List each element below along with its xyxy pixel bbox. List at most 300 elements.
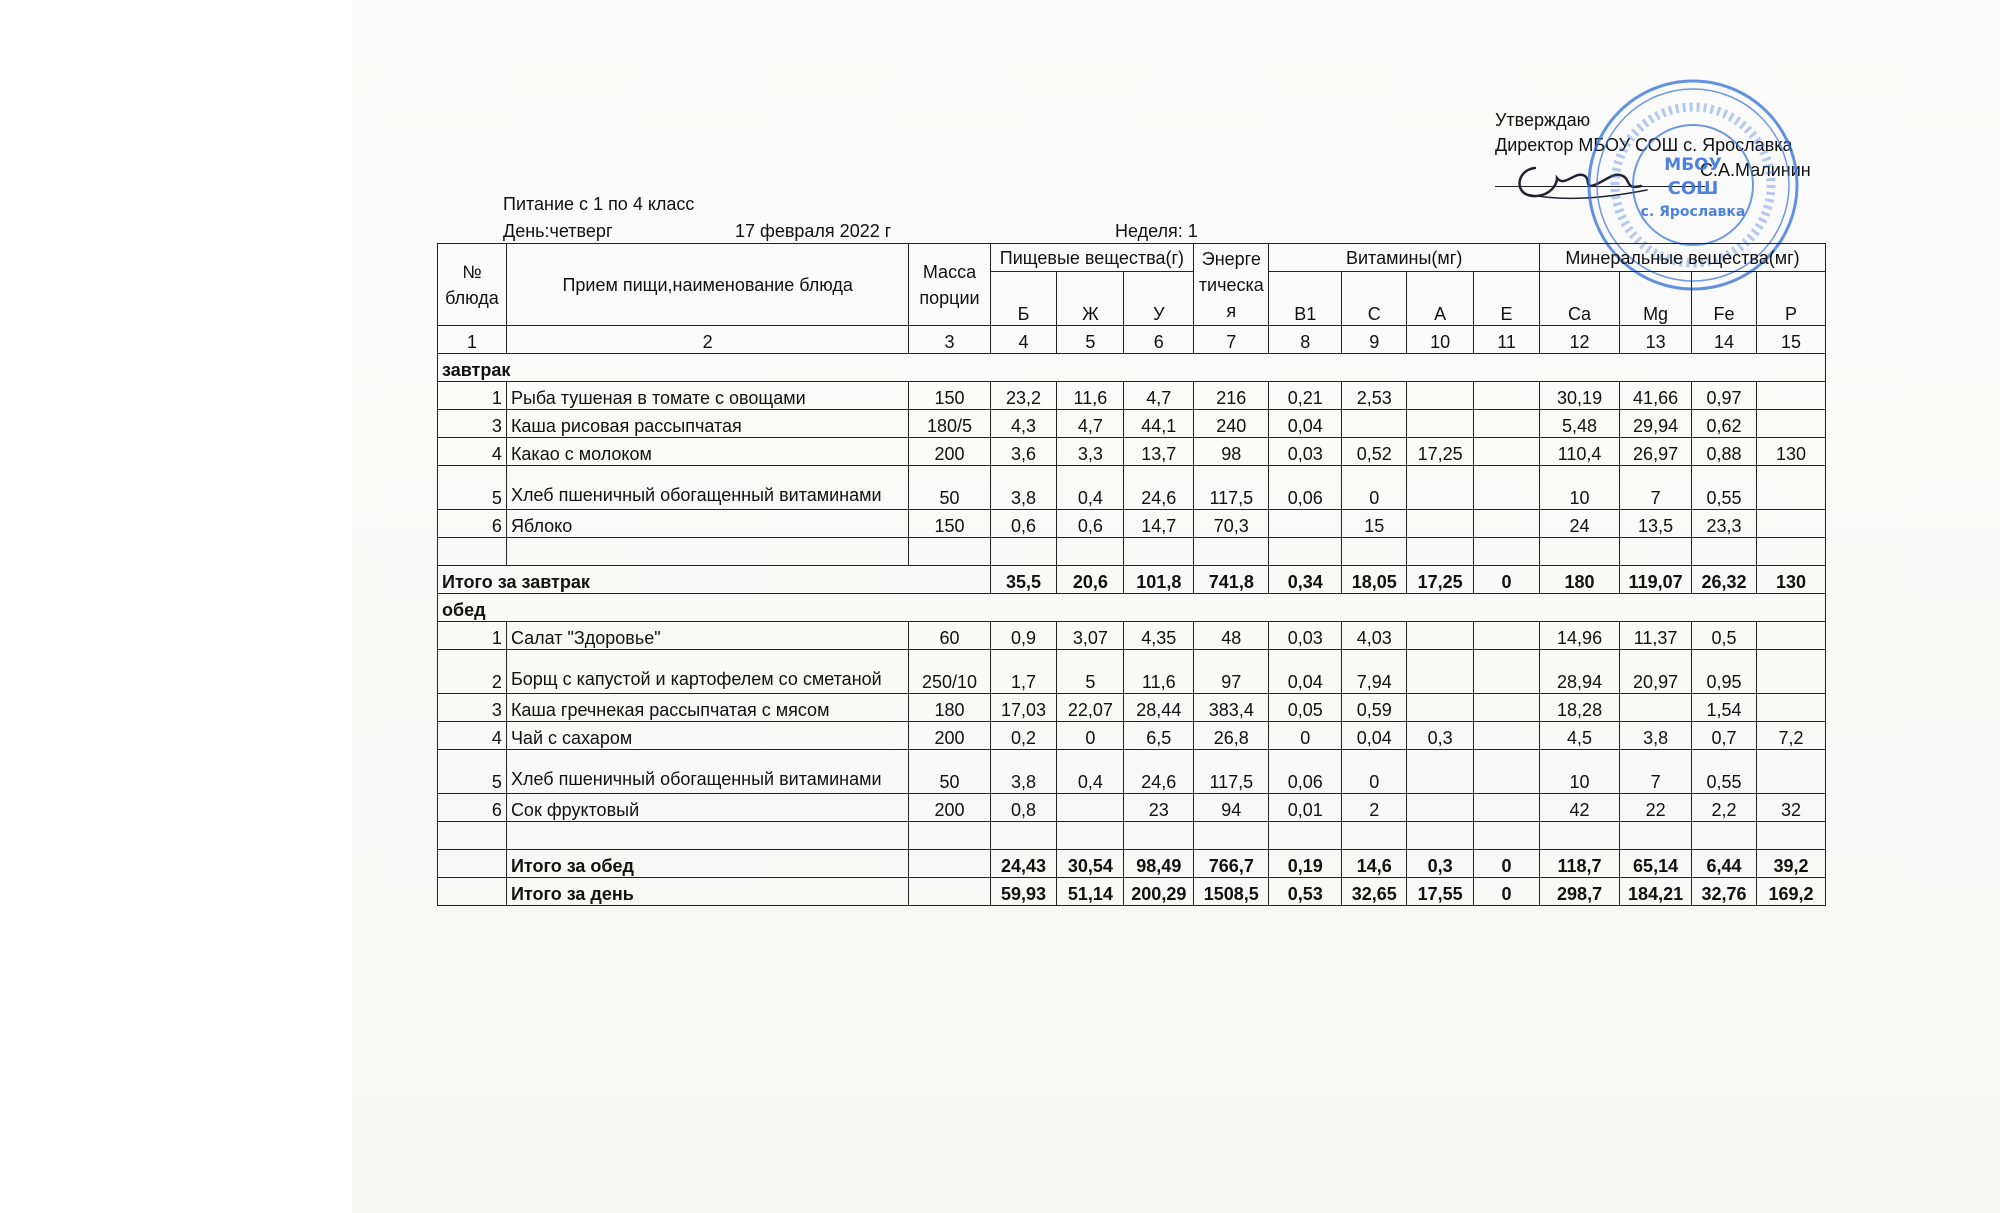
subheader-cell: P bbox=[1756, 272, 1825, 326]
value-cell: 0,9 bbox=[990, 622, 1057, 650]
value-cell: 70,3 bbox=[1194, 510, 1269, 538]
dish-number-cell: 4 bbox=[438, 438, 507, 466]
portion-mass-cell: 50 bbox=[909, 750, 990, 794]
dish-number-cell: 2 bbox=[438, 650, 507, 694]
total-row bbox=[438, 850, 1826, 878]
portion-mass-cell: 200 bbox=[909, 722, 990, 750]
value-cell: 0,55 bbox=[1692, 750, 1757, 794]
value-cell: 2,2 bbox=[1692, 794, 1757, 822]
table-row bbox=[438, 438, 1826, 466]
dish-name-cell: Борщ с капустой и картофелем со сметаной bbox=[506, 650, 908, 694]
value-cell: 24,6 bbox=[1124, 466, 1194, 510]
empty-cell bbox=[909, 538, 990, 566]
dish-number-cell: 6 bbox=[438, 794, 507, 822]
subheader-cell: C bbox=[1342, 272, 1407, 326]
total-row bbox=[438, 878, 1826, 906]
value-cell bbox=[1407, 466, 1474, 510]
total-value-cell: 298,7 bbox=[1540, 878, 1620, 906]
value-cell: 0,88 bbox=[1692, 438, 1757, 466]
value-cell: 26,97 bbox=[1620, 438, 1692, 466]
value-cell bbox=[1407, 694, 1474, 722]
value-cell: 44,1 bbox=[1124, 410, 1194, 438]
empty-cell bbox=[1407, 822, 1474, 850]
value-cell: 4,5 bbox=[1540, 722, 1620, 750]
column-number-cell: 2 bbox=[506, 326, 908, 354]
value-cell bbox=[1474, 438, 1540, 466]
value-cell: 216 bbox=[1194, 382, 1269, 410]
total-value-cell: 119,07 bbox=[1620, 566, 1692, 594]
empty-cell bbox=[990, 822, 1057, 850]
subheader-cell: Б bbox=[990, 272, 1057, 326]
empty-cell bbox=[438, 850, 507, 878]
value-cell: 48 bbox=[1194, 622, 1269, 650]
empty-cell bbox=[909, 850, 990, 878]
value-cell: 0,95 bbox=[1692, 650, 1757, 694]
header-minerals: Минеральные вещества(мг) bbox=[1540, 244, 1826, 272]
value-cell bbox=[1756, 694, 1825, 722]
approval-line-1: Утверждаю bbox=[1495, 110, 1591, 130]
total-value-cell: 766,7 bbox=[1194, 850, 1269, 878]
empty-cell bbox=[1124, 822, 1194, 850]
value-cell: 18,28 bbox=[1540, 694, 1620, 722]
empty-cell bbox=[909, 822, 990, 850]
date-label: 17 февраля 2022 г bbox=[735, 221, 892, 241]
table-row bbox=[438, 410, 1826, 438]
dish-name-cell: Каша гречнекая рассыпчатая с мясом bbox=[506, 694, 908, 722]
table-row bbox=[438, 382, 1826, 410]
value-cell bbox=[1474, 382, 1540, 410]
portion-mass-cell: 200 bbox=[909, 794, 990, 822]
total-value-cell: 24,43 bbox=[990, 850, 1057, 878]
value-cell: 3,8 bbox=[990, 750, 1057, 794]
dish-number-cell: 5 bbox=[438, 750, 507, 794]
total-value-cell: 169,2 bbox=[1756, 878, 1825, 906]
value-cell: 3,8 bbox=[990, 466, 1057, 510]
total-value-cell: 180 bbox=[1540, 566, 1620, 594]
dish-name-cell: Сок фруктовый bbox=[506, 794, 908, 822]
value-cell: 7,94 bbox=[1342, 650, 1407, 694]
value-cell bbox=[1407, 794, 1474, 822]
value-cell: 3,8 bbox=[1620, 722, 1692, 750]
empty-cell bbox=[1620, 822, 1692, 850]
value-cell: 3,07 bbox=[1057, 622, 1124, 650]
value-cell: 0 bbox=[1057, 722, 1124, 750]
empty-cell bbox=[1342, 538, 1407, 566]
total-value-cell: 30,54 bbox=[1057, 850, 1124, 878]
total-value-cell: 0,53 bbox=[1269, 878, 1342, 906]
value-cell: 30,19 bbox=[1540, 382, 1620, 410]
empty-row bbox=[438, 822, 1826, 850]
value-cell: 28,94 bbox=[1540, 650, 1620, 694]
table-row bbox=[438, 650, 1826, 694]
value-cell: 26,8 bbox=[1194, 722, 1269, 750]
header-vitamins: Витамины(мг) bbox=[1269, 244, 1540, 272]
subheader-cell: B1 bbox=[1269, 272, 1342, 326]
value-cell: 5,48 bbox=[1540, 410, 1620, 438]
value-cell: 0,97 bbox=[1692, 382, 1757, 410]
empty-cell bbox=[1269, 822, 1342, 850]
section-label: завтрак bbox=[438, 354, 1826, 382]
value-cell bbox=[1474, 466, 1540, 510]
section-row bbox=[438, 594, 1826, 622]
empty-cell bbox=[438, 878, 507, 906]
total-value-cell: 101,8 bbox=[1124, 566, 1194, 594]
menu-table bbox=[437, 243, 1826, 906]
empty-cell bbox=[1057, 538, 1124, 566]
value-cell: 17,25 bbox=[1407, 438, 1474, 466]
total-value-cell: 26,32 bbox=[1692, 566, 1757, 594]
subheader-cell: Ca bbox=[1540, 272, 1620, 326]
value-cell: 0,04 bbox=[1269, 410, 1342, 438]
portion-mass-cell: 250/10 bbox=[909, 650, 990, 694]
value-cell: 11,6 bbox=[1057, 382, 1124, 410]
portion-mass-cell: 50 bbox=[909, 466, 990, 510]
total-value-cell: 0,19 bbox=[1269, 850, 1342, 878]
subheader-cell: У bbox=[1124, 272, 1194, 326]
value-cell bbox=[1756, 410, 1825, 438]
value-cell: 10 bbox=[1540, 750, 1620, 794]
value-cell bbox=[1342, 410, 1407, 438]
empty-cell bbox=[1692, 538, 1757, 566]
value-cell: 4,03 bbox=[1342, 622, 1407, 650]
value-cell: 0,04 bbox=[1342, 722, 1407, 750]
column-number-cell: 3 bbox=[909, 326, 990, 354]
value-cell: 0,5 bbox=[1692, 622, 1757, 650]
value-cell: 0,21 bbox=[1269, 382, 1342, 410]
total-value-cell: 17,25 bbox=[1407, 566, 1474, 594]
subheader-cell: Ж bbox=[1057, 272, 1124, 326]
total-value-cell: 741,8 bbox=[1194, 566, 1269, 594]
value-cell: 0 bbox=[1269, 722, 1342, 750]
day-label: День:четверг bbox=[503, 221, 613, 241]
total-value-cell: 118,7 bbox=[1540, 850, 1620, 878]
subheader-cell: A bbox=[1407, 272, 1474, 326]
total-value-cell: 0,3 bbox=[1407, 850, 1474, 878]
dish-number-cell: 5 bbox=[438, 466, 507, 510]
value-cell: 4,35 bbox=[1124, 622, 1194, 650]
value-cell: 3,3 bbox=[1057, 438, 1124, 466]
dish-number-cell: 1 bbox=[438, 622, 507, 650]
dish-number-cell: 4 bbox=[438, 722, 507, 750]
value-cell: 13,5 bbox=[1620, 510, 1692, 538]
total-value-cell: 1508,5 bbox=[1194, 878, 1269, 906]
value-cell bbox=[1620, 694, 1692, 722]
value-cell: 6,5 bbox=[1124, 722, 1194, 750]
column-number-cell: 10 bbox=[1407, 326, 1474, 354]
total-value-cell: 130 bbox=[1756, 566, 1825, 594]
total-value-cell: 51,14 bbox=[1057, 878, 1124, 906]
dish-number-cell: 3 bbox=[438, 694, 507, 722]
value-cell: 17,03 bbox=[990, 694, 1057, 722]
value-cell bbox=[1474, 410, 1540, 438]
value-cell bbox=[1407, 510, 1474, 538]
value-cell: 130 bbox=[1756, 438, 1825, 466]
total-value-cell: 0,34 bbox=[1269, 566, 1342, 594]
approval-line-3: С.А.Малинин bbox=[1700, 160, 1811, 180]
value-cell: 0,3 bbox=[1407, 722, 1474, 750]
value-cell: 15 bbox=[1342, 510, 1407, 538]
value-cell: 0,6 bbox=[990, 510, 1057, 538]
empty-cell bbox=[1474, 538, 1540, 566]
value-cell: 22,07 bbox=[1057, 694, 1124, 722]
total-value-cell: 32,76 bbox=[1692, 878, 1757, 906]
dish-name-cell: Рыба тушеная в томате с овощами bbox=[506, 382, 908, 410]
total-value-cell: 184,21 bbox=[1620, 878, 1692, 906]
empty-cell bbox=[1194, 538, 1269, 566]
header-meal-name: Прием пищи,наименование блюда bbox=[506, 244, 908, 326]
portion-mass-cell: 150 bbox=[909, 382, 990, 410]
value-cell: 3,6 bbox=[990, 438, 1057, 466]
value-cell bbox=[1756, 750, 1825, 794]
total-label: Итого за день bbox=[506, 878, 908, 906]
table-row bbox=[438, 622, 1826, 650]
empty-cell bbox=[1057, 822, 1124, 850]
seal-text-top: МБОУ bbox=[1664, 155, 1722, 175]
seal-text-bottom: с. Ярославка bbox=[1640, 204, 1746, 220]
dish-name-cell: Чай с сахаром bbox=[506, 722, 908, 750]
header-portion-mass: Масса порции bbox=[909, 244, 990, 326]
value-cell bbox=[1756, 466, 1825, 510]
value-cell: 14,7 bbox=[1124, 510, 1194, 538]
column-number-cell: 7 bbox=[1194, 326, 1269, 354]
value-cell bbox=[1756, 650, 1825, 694]
value-cell bbox=[1474, 794, 1540, 822]
value-cell bbox=[1407, 750, 1474, 794]
empty-cell bbox=[1620, 538, 1692, 566]
total-value-cell: 18,05 bbox=[1342, 566, 1407, 594]
total-value-cell: 59,93 bbox=[990, 878, 1057, 906]
total-label: Итого за завтрак bbox=[438, 566, 991, 594]
value-cell: 0 bbox=[1342, 466, 1407, 510]
value-cell: 29,94 bbox=[1620, 410, 1692, 438]
value-cell bbox=[1474, 694, 1540, 722]
value-cell bbox=[1407, 410, 1474, 438]
value-cell: 7 bbox=[1620, 466, 1692, 510]
value-cell: 32 bbox=[1756, 794, 1825, 822]
dish-name-cell: Каша рисовая рассыпчатая bbox=[506, 410, 908, 438]
value-cell: 5 bbox=[1057, 650, 1124, 694]
value-cell bbox=[1474, 722, 1540, 750]
total-value-cell: 98,49 bbox=[1124, 850, 1194, 878]
value-cell: 0,03 bbox=[1269, 622, 1342, 650]
empty-cell bbox=[1474, 822, 1540, 850]
total-value-cell: 39,2 bbox=[1756, 850, 1825, 878]
value-cell: 117,5 bbox=[1194, 466, 1269, 510]
empty-cell bbox=[506, 822, 908, 850]
dish-number-cell: 1 bbox=[438, 382, 507, 410]
value-cell: 0,4 bbox=[1057, 750, 1124, 794]
total-value-cell: 6,44 bbox=[1692, 850, 1757, 878]
table-row bbox=[438, 510, 1826, 538]
value-cell bbox=[1407, 650, 1474, 694]
dish-name-cell: Салат "Здоровье" bbox=[506, 622, 908, 650]
value-cell bbox=[1474, 750, 1540, 794]
empty-row bbox=[438, 538, 1826, 566]
value-cell: 11,6 bbox=[1124, 650, 1194, 694]
value-cell: 98 bbox=[1194, 438, 1269, 466]
column-number-cell: 6 bbox=[1124, 326, 1194, 354]
week-label: Неделя: 1 bbox=[1115, 221, 1198, 241]
value-cell: 24 bbox=[1540, 510, 1620, 538]
value-cell: 7 bbox=[1620, 750, 1692, 794]
value-cell: 22 bbox=[1620, 794, 1692, 822]
column-number-cell: 14 bbox=[1692, 326, 1757, 354]
empty-cell bbox=[1269, 538, 1342, 566]
value-cell: 0 bbox=[1342, 750, 1407, 794]
value-cell: 1,7 bbox=[990, 650, 1057, 694]
value-cell: 0,04 bbox=[1269, 650, 1342, 694]
value-cell: 383,4 bbox=[1194, 694, 1269, 722]
value-cell: 4,3 bbox=[990, 410, 1057, 438]
value-cell: 240 bbox=[1194, 410, 1269, 438]
column-number-cell: 1 bbox=[438, 326, 507, 354]
value-cell: 23 bbox=[1124, 794, 1194, 822]
total-value-cell: 17,55 bbox=[1407, 878, 1474, 906]
header-energy: Энергетическая bbox=[1194, 244, 1269, 326]
empty-cell bbox=[990, 538, 1057, 566]
value-cell: 0,03 bbox=[1269, 438, 1342, 466]
document-title: Питание с 1 по 4 класс bbox=[503, 194, 695, 214]
value-cell: 0,06 bbox=[1269, 750, 1342, 794]
empty-cell bbox=[1756, 538, 1825, 566]
value-cell bbox=[1474, 510, 1540, 538]
portion-mass-cell: 150 bbox=[909, 510, 990, 538]
dish-name-cell: Хлеб пшеничный обогащенный витаминами bbox=[506, 750, 908, 794]
empty-cell bbox=[1692, 822, 1757, 850]
value-cell: 94 bbox=[1194, 794, 1269, 822]
portion-mass-cell: 60 bbox=[909, 622, 990, 650]
value-cell: 110,4 bbox=[1540, 438, 1620, 466]
total-label: Итого за обед bbox=[506, 850, 908, 878]
value-cell: 0,55 bbox=[1692, 466, 1757, 510]
value-cell: 24,6 bbox=[1124, 750, 1194, 794]
value-cell: 0,06 bbox=[1269, 466, 1342, 510]
table-row bbox=[438, 794, 1826, 822]
total-value-cell: 32,65 bbox=[1342, 878, 1407, 906]
dish-number-cell: 6 bbox=[438, 510, 507, 538]
column-number-cell: 12 bbox=[1540, 326, 1620, 354]
value-cell: 41,66 bbox=[1620, 382, 1692, 410]
empty-cell bbox=[909, 878, 990, 906]
value-cell bbox=[1756, 382, 1825, 410]
value-cell bbox=[1474, 650, 1540, 694]
total-value-cell: 0 bbox=[1474, 850, 1540, 878]
total-value-cell: 0 bbox=[1474, 566, 1540, 594]
empty-cell bbox=[1194, 822, 1269, 850]
empty-cell bbox=[438, 822, 507, 850]
section-row bbox=[438, 354, 1826, 382]
section-label: обед bbox=[438, 594, 1826, 622]
portion-mass-cell: 200 bbox=[909, 438, 990, 466]
dish-number-cell: 3 bbox=[438, 410, 507, 438]
subheader-cell: E bbox=[1474, 272, 1540, 326]
value-cell: 0,52 bbox=[1342, 438, 1407, 466]
dish-name-cell: Яблоко bbox=[506, 510, 908, 538]
table-row bbox=[438, 466, 1826, 510]
value-cell bbox=[1407, 382, 1474, 410]
value-cell: 0,6 bbox=[1057, 510, 1124, 538]
total-row bbox=[438, 566, 1826, 594]
subheader-cell: Fe bbox=[1692, 272, 1757, 326]
value-cell bbox=[1756, 622, 1825, 650]
dish-name-cell: Хлеб пшеничный обогащенный витаминами bbox=[506, 466, 908, 510]
dish-name-cell: Какао с молоком bbox=[506, 438, 908, 466]
column-number-cell: 4 bbox=[990, 326, 1057, 354]
column-number-cell: 9 bbox=[1342, 326, 1407, 354]
value-cell: 28,44 bbox=[1124, 694, 1194, 722]
value-cell bbox=[1057, 794, 1124, 822]
value-cell: 20,97 bbox=[1620, 650, 1692, 694]
empty-cell bbox=[1540, 822, 1620, 850]
empty-cell bbox=[438, 538, 507, 566]
value-cell: 1,54 bbox=[1692, 694, 1757, 722]
value-cell: 0,4 bbox=[1057, 466, 1124, 510]
value-cell: 2,53 bbox=[1342, 382, 1407, 410]
value-cell: 23,2 bbox=[990, 382, 1057, 410]
empty-cell bbox=[1756, 822, 1825, 850]
total-value-cell: 200,29 bbox=[1124, 878, 1194, 906]
value-cell: 13,7 bbox=[1124, 438, 1194, 466]
value-cell: 0,59 bbox=[1342, 694, 1407, 722]
value-cell: 0,01 bbox=[1269, 794, 1342, 822]
value-cell: 4,7 bbox=[1057, 410, 1124, 438]
column-number-cell: 11 bbox=[1474, 326, 1540, 354]
value-cell bbox=[1269, 510, 1342, 538]
value-cell: 97 bbox=[1194, 650, 1269, 694]
value-cell bbox=[1474, 622, 1540, 650]
total-value-cell: 65,14 bbox=[1620, 850, 1692, 878]
value-cell: 0,8 bbox=[990, 794, 1057, 822]
column-number-cell: 8 bbox=[1269, 326, 1342, 354]
total-value-cell: 0 bbox=[1474, 878, 1540, 906]
empty-cell bbox=[506, 538, 908, 566]
value-cell: 0,7 bbox=[1692, 722, 1757, 750]
total-value-cell: 14,6 bbox=[1342, 850, 1407, 878]
approval-line-2: Директор МБОУ СОШ с. Ярославка bbox=[1495, 135, 1793, 155]
value-cell: 0,05 bbox=[1269, 694, 1342, 722]
empty-cell bbox=[1342, 822, 1407, 850]
subheader-cell: Mg bbox=[1620, 272, 1692, 326]
column-number-cell: 5 bbox=[1057, 326, 1124, 354]
value-cell: 7,2 bbox=[1756, 722, 1825, 750]
empty-cell bbox=[1540, 538, 1620, 566]
header-nutrients: Пищевые вещества(г) bbox=[990, 244, 1194, 272]
seal-text-mid: СОШ bbox=[1667, 178, 1719, 199]
column-number-cell: 15 bbox=[1756, 326, 1825, 354]
value-cell bbox=[1756, 510, 1825, 538]
portion-mass-cell: 180 bbox=[909, 694, 990, 722]
column-number-cell: 13 bbox=[1620, 326, 1692, 354]
total-value-cell: 35,5 bbox=[990, 566, 1057, 594]
value-cell: 23,3 bbox=[1692, 510, 1757, 538]
table-row bbox=[438, 722, 1826, 750]
value-cell: 14,96 bbox=[1540, 622, 1620, 650]
value-cell bbox=[1407, 622, 1474, 650]
value-cell: 117,5 bbox=[1194, 750, 1269, 794]
value-cell: 0,2 bbox=[990, 722, 1057, 750]
value-cell: 0,62 bbox=[1692, 410, 1757, 438]
portion-mass-cell: 180/5 bbox=[909, 410, 990, 438]
table-row bbox=[438, 750, 1826, 794]
value-cell: 11,37 bbox=[1620, 622, 1692, 650]
table-row bbox=[438, 694, 1826, 722]
total-value-cell: 20,6 bbox=[1057, 566, 1124, 594]
header-dish-number: № блюда bbox=[438, 244, 507, 326]
value-cell: 10 bbox=[1540, 466, 1620, 510]
value-cell: 2 bbox=[1342, 794, 1407, 822]
empty-cell bbox=[1124, 538, 1194, 566]
value-cell: 42 bbox=[1540, 794, 1620, 822]
